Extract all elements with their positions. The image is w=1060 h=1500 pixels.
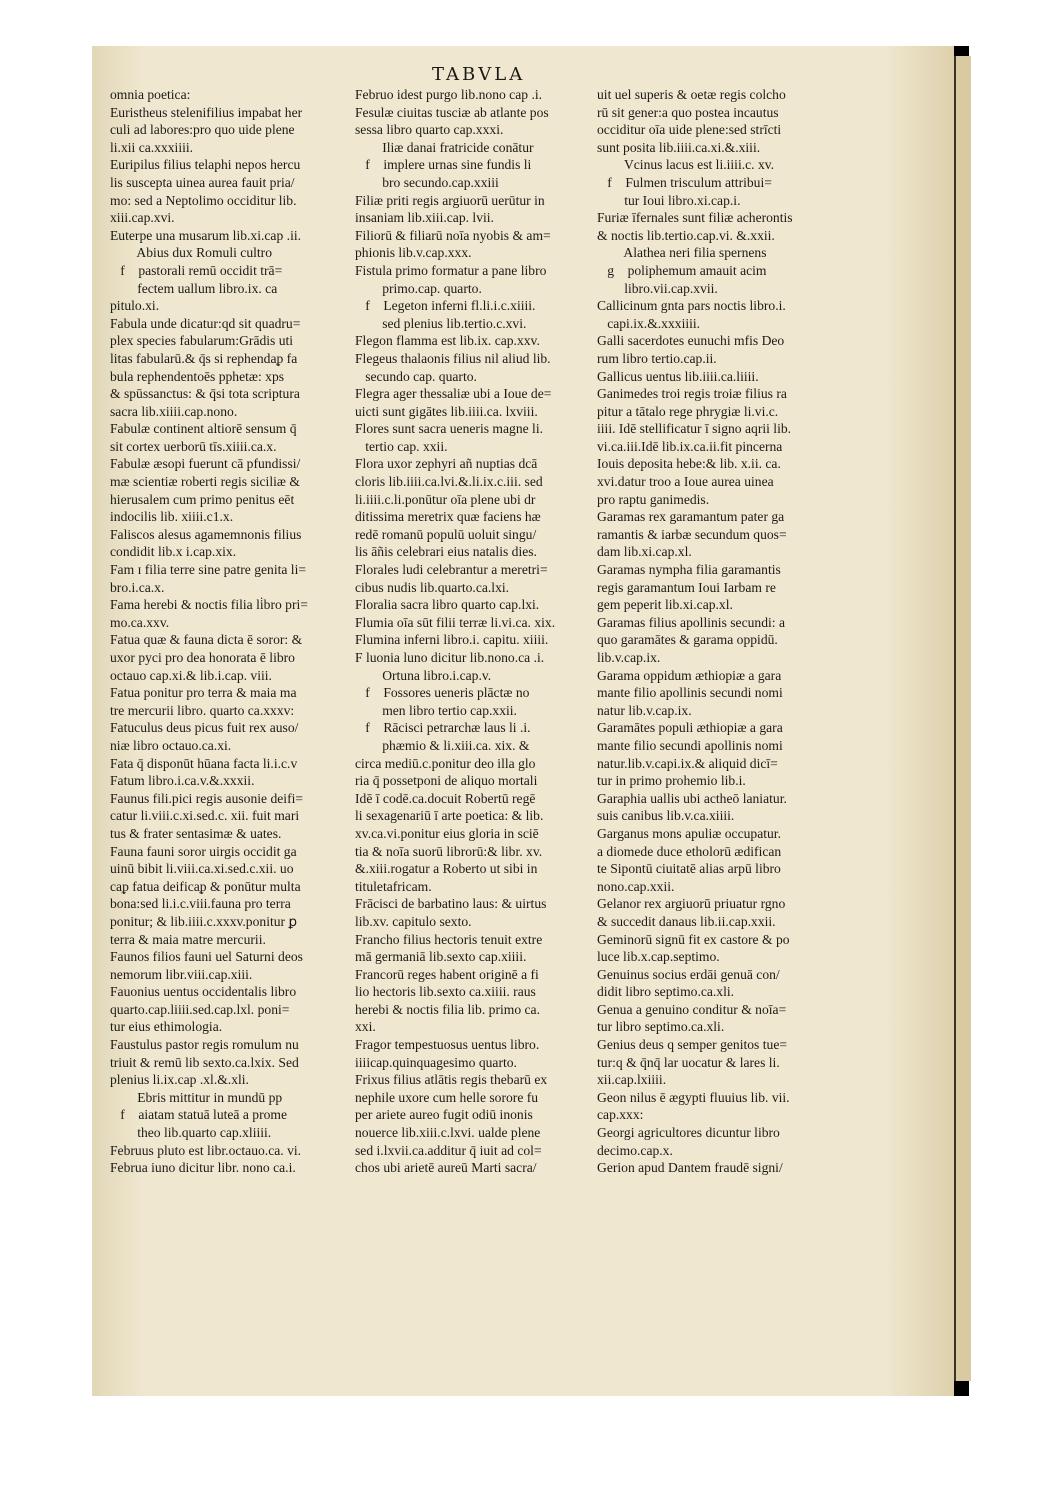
index-line: sessa libro quarto cap.xxxi. (355, 122, 504, 138)
index-line: li.iiii.c.li.ponūtur oīa plene ubi dr (355, 491, 536, 507)
index-line: lis suscepta uinea aurea fauit pria/ (110, 174, 295, 190)
index-line: Flumina inferni libro.i. capitu. xiiii. (355, 632, 549, 648)
index-line: men libro tertio cap.xxii. (355, 702, 517, 718)
index-line: Frixus filius atlātis regis thebarū ex (355, 1072, 548, 1088)
index-line: terra & maia matre mercurii. (110, 931, 266, 947)
index-line: Florales ludi celebrantur a meretri= (355, 562, 548, 578)
index-line: condidit lib.x i.cap.xix. (110, 544, 237, 560)
index-line: Floralia sacra libro quarto cap.lxi. (355, 597, 540, 613)
index-line: f Fulmen trisculum attribui= (597, 174, 772, 190)
index-line: pitulo.xi. (110, 298, 160, 314)
index-line: Garamas nympha filia garamantis (597, 562, 781, 578)
index-line: Fauonius uentus occidentalis libro (110, 984, 297, 1000)
index-line: Geminorū signū fit ex castore & po (597, 931, 790, 947)
index-line: Fatua quæ & fauna dicta ē soror: & (110, 632, 303, 648)
index-line: Genua a genuino conditur & noīa= (597, 1001, 787, 1017)
index-line: a diomede duce etholorū ædifican (597, 843, 782, 859)
index-line: quo garamātes & garama oppidū. (597, 632, 778, 648)
index-line: f implere urnas sine fundis li (355, 157, 532, 173)
index-line: quarto.cap.liiii.sed.cap.lxl. poni= (110, 1001, 290, 1017)
index-line: xiii.cap.xvi. (110, 210, 175, 226)
index-line: Frācisci de barbatino laus: & uirtus (355, 896, 547, 912)
index-line: Filiorū & filiarū noīa nyobis & am= (355, 227, 551, 243)
index-line: xii.cap.lxiiii. (597, 1072, 667, 1088)
index-line: Idē ī codē.ca.docuit Robertū regē (355, 790, 536, 806)
index-line: Garama oppidum æthiopiæ a gara (597, 667, 782, 683)
index-line: plenius li.ix.cap .xl.&.xli. (110, 1072, 249, 1088)
index-line: ditissima meretrix quæ faciens hæ (355, 509, 541, 525)
index-line: li sexagenariū ī arte poetica: & lib. (355, 808, 544, 824)
index-line: lio hectoris lib.sexto ca.xiiii. raus (355, 984, 536, 1000)
index-line: Flumia oīa sūt filii terræ li.vi.ca. xix. (355, 614, 556, 630)
index-line: Gelanor rex argiuorū priuatur rgno (597, 896, 786, 912)
index-line: Fama herebi & noctis filia li̇bro pri= (110, 597, 308, 613)
index-line: nouerce lib.xiii.c.lxvi. ualde plene (355, 1125, 541, 1141)
index-line: uicti sunt gigātes lib.iiii.ca. lxviii. (355, 403, 538, 419)
index-line: bula rephendentoēs pphetæ: xps (110, 368, 285, 384)
index-line: Fabula unde dicatur:qd sit quadru= (110, 315, 301, 331)
index-line: f Legeton inferni fl.li.i.c.xiiii. (355, 298, 536, 314)
index-line: uinū bibit li.viii.ca.xi.sed.c.xii. uo (110, 861, 294, 877)
index-line: tia & noīa suorū librorū:& libr. xv. (355, 843, 543, 859)
index-line: rū sit gener:a quo postea incautus (597, 104, 779, 120)
running-header: TABVLA (432, 64, 526, 85)
index-line: nemorum libr.viii.cap.xiii. (110, 966, 253, 982)
index-line: & spūssanctus: & q̄si tota scriptura (110, 386, 300, 402)
index-line: tertio cap. xxii. (355, 438, 448, 454)
index-line: Garganus mons apuliæ occupatur. (597, 825, 781, 841)
index-line: Faustulus pastor regis romulum nu (110, 1037, 299, 1053)
index-line: tre mercurii libro. quarto ca.xxxv: (110, 702, 295, 718)
index-line: ramantis & iarbæ secundum quos= (597, 526, 787, 542)
index-line: triuit & remū lib sexto.ca.lxix. Sed (110, 1054, 299, 1070)
index-line: & succedit danaus lib.ii.cap.xxii. (597, 913, 776, 929)
index-line: Februa iuno dicitur libr. nono ca.i. (110, 1160, 296, 1176)
index-line: theo lib.quarto cap.xliiii. (110, 1125, 272, 1141)
index-line: vi.ca.iii.Idē lib.ix.ca.ii.fit pincerna (597, 438, 783, 454)
index-line: capi.ix.&.xxxiiii. (597, 315, 701, 331)
index-line: insaniam lib.xiii.cap. lvii. (355, 210, 494, 226)
index-line: caᵱ fatua deificaᵱ & ponūtur multa (110, 878, 301, 894)
index-line: Abius dux Romuli cultro (110, 245, 272, 261)
index-column-2 (355, 86, 587, 1177)
index-line: lib.v.cap.ix. (597, 650, 661, 665)
index-line: tur libro septimo.ca.xli. (597, 1019, 725, 1035)
index-line: tur:q & q̄nq̄ lar uocatur & lares li. (597, 1054, 780, 1070)
index-line: Geon nilus ē ægypti fluuius lib. vii. (597, 1089, 790, 1105)
index-line: iiii. Idē stellificatur ī signo aqrii lib. (597, 421, 792, 437)
index-line: fectem uallum libro.ix. ca (110, 280, 278, 296)
index-line: ponitur; & lib.iiii.c.xxxv.ponitur ꝑ (110, 913, 298, 929)
index-line: bro.i.ca.x. (110, 579, 165, 595)
index-line: Faliscos alesus agamemnonis filius (110, 526, 302, 542)
index-line: Alathea neri filia spernens (597, 245, 767, 261)
index-line: Fatum libro.i.ca.v.&.xxxii. (110, 773, 255, 789)
index-line: Fatuculus deus picus fuit rex auso/ (110, 720, 299, 736)
index-line: Filiæ priti regis argiuorū uerūtur in (355, 192, 545, 208)
index-line: mante filio apollinis secundi nomi (597, 685, 783, 701)
index-line: uit uel superis & oetæ regis colcho (597, 87, 786, 102)
index-line: Fam ɪ filia terre sine patre genita li= (110, 562, 307, 578)
index-line: Francho filius hectoris tenuit extre (355, 931, 543, 947)
index-line: Fistula primo formatur a pane libro (355, 262, 547, 278)
index-line: secundo cap. quarto. (355, 368, 477, 384)
index-line: luce lib.x.cap.septimo. (597, 949, 720, 965)
index-line: Iliæ danai fratricide conātur (355, 139, 534, 155)
index-line: mā germaniā lib.sexto cap.xiiii. (355, 949, 527, 965)
index-line: tur Ioui libro.xi.cap.i. (597, 192, 741, 208)
index-line: circa mediū.c.ponitur deo illa glo (355, 755, 536, 771)
index-line: chos ubi arietē aureū Marti sacra/ (355, 1160, 537, 1176)
index-line: Flegra ager thessaliæ ubi a Ioue de= (355, 386, 552, 402)
index-line: Georgi agricultores dicuntur libro (597, 1125, 780, 1141)
index-column-1 (110, 86, 343, 1177)
index-column-3 (597, 86, 845, 1177)
index-line: xvi.datur troo a Ioue aurea uinea (597, 474, 774, 490)
index-line: Fata q̄ disponūt hūana facta li.i.c.v (110, 755, 298, 771)
index-line: tus & frater sentasimæ & uates. (110, 825, 282, 841)
index-line: Furiæ īfernales sunt filiæ acherontis (597, 210, 793, 226)
index-line: Fragor tempestuosus uentus libro. (355, 1037, 540, 1053)
next-page-edge (954, 56, 971, 1381)
index-line: f Fossores ueneris plāctæ no (355, 685, 530, 701)
index-line: gem peperit lib.xi.cap.xl. (597, 597, 733, 613)
index-line: Galli sacerdotes eunuchi mfis Deo (597, 333, 785, 349)
index-line: xv.ca.vi.ponitur eius gloria in sciē (355, 825, 539, 841)
index-line: rum libro tertio.cap.ii. (597, 350, 717, 366)
index-line: Euterpe una musarum lib.xi.cap .ii. (110, 227, 302, 243)
index-line: regis garamantum Ioui Iarbam re (597, 579, 776, 595)
index-line: sacra lib.xiiii.cap.nono. (110, 403, 238, 419)
index-line: Fesulæ ciuitas tusciæ ab atlante pos (355, 104, 549, 120)
index-line: Flegeus thalaonis filius nil aliud lib. (355, 350, 551, 366)
index-line: Callicinum gnta pars noctis libro.i. (597, 298, 786, 314)
index-line: natur lib.v.cap.ix. (597, 702, 692, 718)
index-line: Gerion apud Dantem fraudē signi/ (597, 1160, 783, 1176)
index-line: f pastorali remū occidit trā= (110, 262, 283, 278)
index-line: tur in primo prohemio lib.i. (597, 773, 746, 789)
index-line: omnia poetica: (110, 87, 191, 102)
index-line: herebi & noctis filia lib. primo ca. (355, 1001, 540, 1017)
index-line: uxor pyci pro dea honorata ē libro (110, 650, 295, 665)
index-line: Gallicus uentus lib.iiii.ca.liiii. (597, 368, 759, 384)
index-line: Francorū reges habent originē a fi (355, 966, 539, 982)
index-line: redē romanū populū uoluit singu/ (355, 526, 537, 542)
index-line: niæ libro octauo.ca.xi. (110, 737, 232, 753)
index-line: lib.xv. capitulo sexto. (355, 913, 472, 929)
index-line: cloris lib.iiii.ca.lvi.&.li.ix.c.iii. sed (355, 474, 543, 490)
index-line: g poliphemum amauit acim (597, 262, 767, 278)
index-line: sed plenius lib.tertio.c.xvi. (355, 315, 527, 331)
index-line: Flegon flamma est lib.ix. cap.xxv. (355, 333, 540, 349)
index-line: phæmio & li.xiii.ca. xix. & (355, 737, 530, 753)
index-line: Garamātes populi æthiopiæ a gara (597, 720, 783, 736)
index-line: natur.lib.v.capi.ix.& aliquid dicī= (597, 755, 778, 771)
index-line: indocilis lib. xiiii.c1.x. (110, 509, 234, 525)
index-line: dam lib.xi.cap.xl. (597, 544, 692, 560)
index-line: ria q̄ possetponi de aliquo mortali (355, 773, 538, 789)
index-line: hierusalem cum primo penitus eēt (110, 491, 295, 507)
index-line: pro raptu ganimedis. (597, 491, 710, 507)
index-line: Fauna fauni soror uirgis occidit ga (110, 843, 297, 859)
index-line: mæ scientiæ roberti regis siciliæ & (110, 474, 300, 490)
index-line: F luonia luno dicitur lib.nono.ca .i. (355, 650, 545, 665)
index-line: culi ad labores:pro quo uide plene (110, 122, 295, 138)
index-line: tituletafricam. (355, 878, 432, 894)
index-line: li.xii ca.xxxiiii. (110, 139, 194, 155)
index-line: didit libro septimo.ca.xli. (597, 984, 735, 1000)
index-line: phionis lib.v.cap.xxx. (355, 245, 472, 261)
index-line: Vcinus lacus est li.iiii.c. xv. (597, 157, 775, 173)
index-line: pitur a tātalo rege phrygiæ li.vi.c. (597, 403, 779, 419)
index-line: Faunos filios fauni uel Saturni deos (110, 949, 303, 965)
index-line: mo.ca.xxv. (110, 614, 170, 630)
index-line: Fabulæ continent altiorē sensum q̄ (110, 421, 297, 437)
index-line: Flores sunt sacra ueneris magne li. (355, 421, 543, 437)
index-line: &.xiii.rogatur a Roberto ut sibi in (355, 861, 538, 877)
index-line: bona:sed li.i.c.viii.fauna pro terra (110, 896, 291, 912)
index-line: litas fabularū.& q̄s si rephendaᵱ fa (110, 350, 298, 366)
index-line: cap.xxx: (597, 1107, 644, 1123)
index-line: te Sipontū ciuitatē alias arpū libro (597, 861, 781, 877)
index-line: f aiatam statuā luteā a prome (110, 1107, 288, 1123)
index-line: nephile uxore cum helle sorore fu (355, 1089, 539, 1105)
index-line: octauo cap.xi.& lib.i.cap. viii. (110, 667, 272, 683)
index-line: Garaphia uallis ubi actheō laniatur. (597, 790, 787, 806)
index-line: f Rācisci petrarchæ laus li .i. (355, 720, 531, 736)
index-line: catur li.viii.c.xi.sed.c. xii. fuit mari (110, 808, 300, 824)
index-line: Februus pluto est libr.octauo.ca. vi. (110, 1142, 302, 1158)
index-line: primo.cap. quarto. (355, 280, 482, 296)
index-line: Fabulæ æsopi fuerunt cā pfundissi/ (110, 456, 301, 472)
index-line: cibus nudis lib.quarto.ca.lxi. (355, 579, 510, 595)
index-line: Garamas filius apollinis secundi: a (597, 614, 786, 630)
index-line: sunt posita lib.iiii.ca.xi.&.xiii. (597, 139, 761, 155)
index-line: plex species fabularum:Grādis uti (110, 333, 294, 349)
index-line: Februo idest purgo lib.nono cap .i. (355, 87, 543, 102)
index-line: Genius deus q semper genitos tue= (597, 1037, 788, 1053)
index-line: tur eius ethimologia. (110, 1019, 223, 1035)
index-line: decimo.cap.x. (597, 1142, 673, 1158)
index-line: libro.vii.cap.xvii. (597, 280, 718, 296)
index-line: Ebris mittitur in mundū pp (110, 1089, 283, 1105)
index-line: Genuinus socius erdāi genuā con/ (597, 966, 780, 982)
index-line: Flora uxor zephyri añ nuptias dcā (355, 456, 538, 472)
index-line: iiiicap.quinquagesimo quarto. (355, 1054, 517, 1070)
index-line: nono.cap.xxii. (597, 878, 675, 894)
index-line: lis āñis celebrari eius natalis dies. (355, 544, 537, 560)
index-line: suis canibus lib.v.ca.xiiii. (597, 808, 735, 824)
index-line: Ortuna libro.i.cap.v. (355, 667, 492, 683)
index-line: Ganimedes troi regis troiæ filius ra (597, 386, 787, 402)
index-line: sed i.lxvii.ca.additur q̄ iuit ad col= (355, 1142, 542, 1158)
index-line: occiditur oīa uide plene:sed strīcti (597, 122, 782, 138)
index-line: Euristheus stelenifilius impabat her (110, 104, 303, 120)
index-line: per ariete aureo fugit odiū inonis (355, 1107, 533, 1123)
index-line: mante filio secundi apollinis nomi (597, 737, 783, 753)
index-line: Faunus fili.pici regis ausonie deifi= (110, 790, 304, 806)
index-line: Garamas rex garamantum pater ga (597, 509, 785, 525)
index-line: xxi. (355, 1019, 376, 1035)
index-line: & noctis lib.tertio.cap.vi. &.xxii. (597, 227, 775, 243)
index-line: sit cortex uerborū tīs.xiiii.ca.x. (110, 438, 277, 454)
index-line: Iouis deposita hebe:& lib. x.ii. ca. (597, 456, 781, 472)
index-line: mo: sed a Neptolimo occiditur lib. (110, 192, 297, 208)
index-line: bro secundo.cap.xxiii (355, 174, 499, 190)
index-line: Euripilus filius telaphi nepos hercu (110, 157, 301, 173)
index-line: Fatua ponitur pro terra & maia ma (110, 685, 297, 701)
